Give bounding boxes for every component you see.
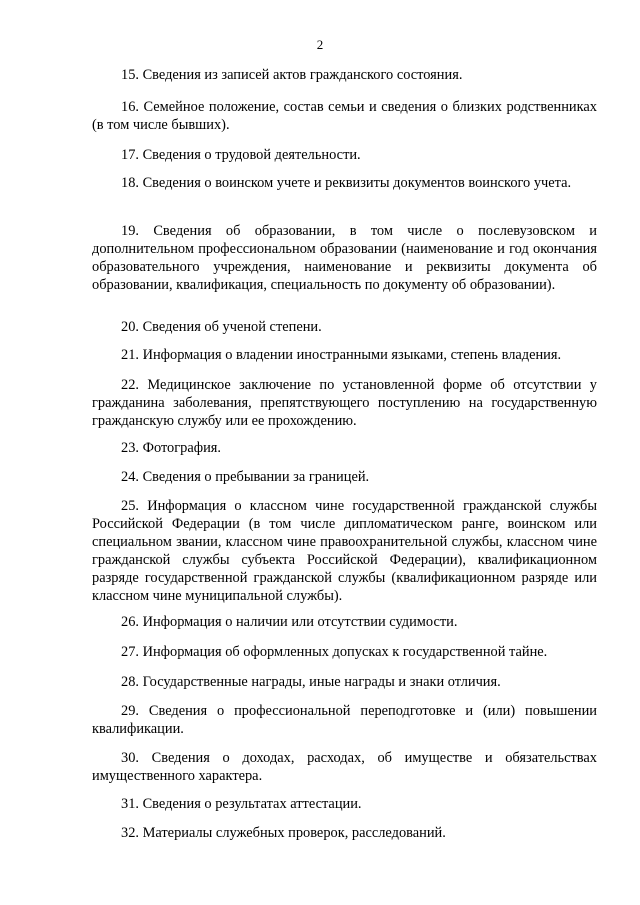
list-item-18: 18. Сведения о воинском учете и реквизиты документов воинского учета.	[121, 175, 572, 191]
list-item-27: 27. Информация об оформленных допусках к государственной тайне.	[121, 644, 548, 660]
list-item-23: 23. Фотография.	[121, 440, 221, 456]
list-item-32: 32. Материалы служебных проверок, расследований.	[121, 825, 446, 841]
list-item-24: 24. Сведения о пребывании за границей.	[121, 469, 370, 485]
list-item-30: 30. Сведения о доходах, расходах, об имуществе и обязательствах имущественного характера.	[92, 750, 597, 784]
list-item-26: 26. Информация о наличии или отсутствии судимости.	[121, 614, 458, 630]
list-item-29: 29. Сведения о профессиональной переподготовке и (или) повышении квалификации.	[92, 703, 597, 737]
list-item-21: 21. Информация о владении иностранными языками, степень владения.	[121, 347, 562, 363]
list-item-20: 20. Сведения об ученой степени.	[121, 319, 322, 335]
list-item-22: 22. Медицинское заключение по установленной форме об отсутствии у гражданина заболевания, препятствующего поступлению на государственную гражданскую службу или ее прохождению.	[92, 377, 597, 429]
list-item-19: 19. Сведения об образовании, в том числе о послевузовском и дополнительном профессиональном образовании (наименование и год окончания образовательного учреждения, наименование и реквизиты документа об образовании, квалификация, специальность по документу об образовании).	[92, 223, 597, 293]
list-item-28: 28. Государственные награды, иные награды и знаки отличия.	[121, 674, 501, 690]
list-item-15: 15. Сведения из записей актов гражданского состояния.	[121, 67, 463, 83]
page-number: 2	[316, 37, 324, 52]
list-item-31: 31. Сведения о результатах аттестации.	[121, 796, 362, 812]
list-item-16: 16. Семейное положение, состав семьи и сведения о близких родственниках (в том числе бывших).	[92, 99, 597, 133]
list-item-17: 17. Сведения о трудовой деятельности.	[121, 147, 361, 163]
list-item-25: 25. Информация о классном чине государственной гражданской службы Российской Федерации (в том числе дипломатическом ранге, воинском или специальном звании, классном чине правоохранительной службы, классном чине гражданской службы субъекта Российской Федерации), квалификационном разряде государственной гражданской службы (квалификационном разряде или классном чине муниципальной службы).	[92, 498, 597, 604]
